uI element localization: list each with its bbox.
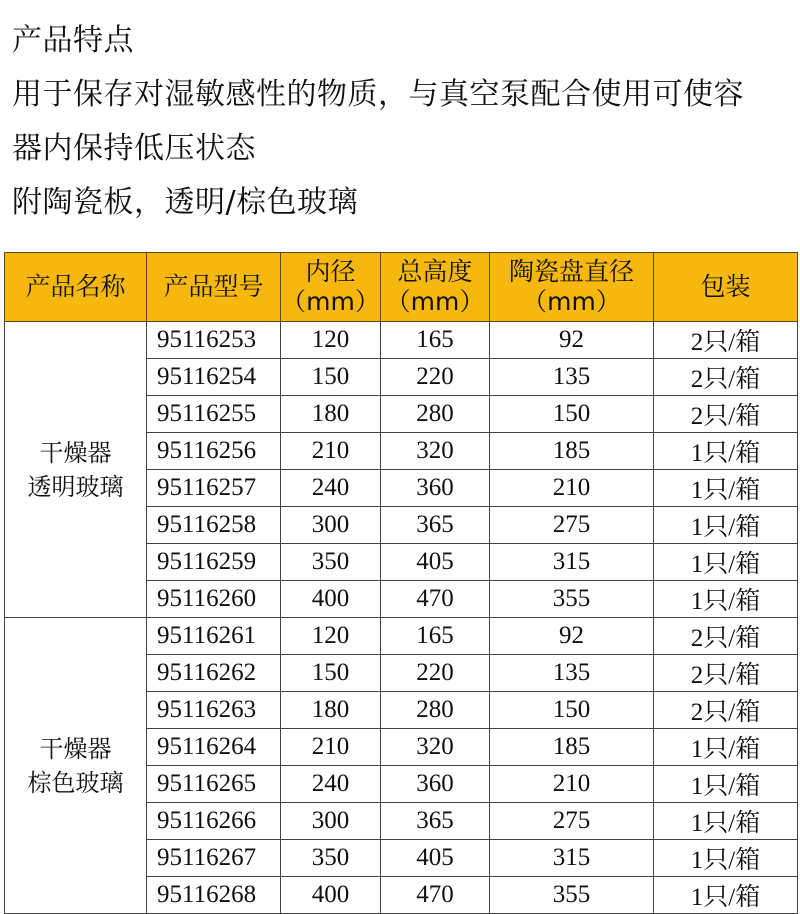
cell-packing: 1只/箱 xyxy=(654,729,798,766)
cell-plate-diameter: 355 xyxy=(490,581,654,618)
cell-model: 95116253 xyxy=(147,322,281,359)
cell-model: 95116259 xyxy=(147,544,281,581)
cell-model: 95116260 xyxy=(147,581,281,618)
cell-total-height: 220 xyxy=(381,655,490,692)
table-body xyxy=(5,322,798,914)
cell-inner-diameter: 240 xyxy=(281,766,381,803)
cell-packing: 1只/箱 xyxy=(654,766,798,803)
cell-model: 95116258 xyxy=(147,507,281,544)
cell-model: 95116254 xyxy=(147,359,281,396)
cell-packing: 1只/箱 xyxy=(654,803,798,840)
header-text: 产品名称 xyxy=(25,272,126,301)
header-text: （mm） xyxy=(385,287,485,316)
cell-packing: 1只/箱 xyxy=(654,581,798,618)
cell-product-name xyxy=(5,618,147,914)
features-line-3: 附陶瓷板，透明/棕色玻璃 xyxy=(12,185,359,220)
cell-packing: 1只/箱 xyxy=(654,544,798,581)
header-plate-diameter xyxy=(490,253,654,322)
cell-plate-diameter: 92 xyxy=(490,322,654,359)
header-total-height xyxy=(381,253,490,322)
cell-plate-diameter: 210 xyxy=(490,470,654,507)
cell-model: 95116266 xyxy=(147,803,281,840)
product-name-line: 干燥器 xyxy=(39,734,112,763)
cell-model: 95116257 xyxy=(147,470,281,507)
cell-total-height: 320 xyxy=(381,433,490,470)
cell-inner-diameter: 350 xyxy=(281,544,381,581)
cell-plate-diameter: 92 xyxy=(490,618,654,655)
cell-total-height: 365 xyxy=(381,803,490,840)
cell-inner-diameter: 120 xyxy=(281,322,381,359)
header-text: 总高度 xyxy=(397,257,473,286)
cell-model: 95116268 xyxy=(147,877,281,914)
cell-total-height: 280 xyxy=(381,396,490,433)
product-name-line: 棕色玻璃 xyxy=(27,768,124,797)
cell-plate-diameter: 135 xyxy=(490,655,654,692)
cell-packing: 2只/箱 xyxy=(654,322,798,359)
cell-packing: 2只/箱 xyxy=(654,618,798,655)
cell-inner-diameter: 180 xyxy=(281,396,381,433)
cell-packing: 1只/箱 xyxy=(654,840,798,877)
cell-plate-diameter: 355 xyxy=(490,877,654,914)
table-header-row xyxy=(5,253,798,322)
cell-model: 95116262 xyxy=(147,655,281,692)
cell-total-height: 165 xyxy=(381,322,490,359)
cell-inner-diameter: 300 xyxy=(281,803,381,840)
cell-packing: 1只/箱 xyxy=(654,507,798,544)
cell-inner-diameter: 350 xyxy=(281,840,381,877)
cell-total-height: 280 xyxy=(381,692,490,729)
cell-total-height: 365 xyxy=(381,507,490,544)
cell-model: 95116264 xyxy=(147,729,281,766)
header-text: 内径 xyxy=(305,257,356,286)
cell-total-height: 360 xyxy=(381,470,490,507)
cell-packing: 2只/箱 xyxy=(654,692,798,729)
header-product-name xyxy=(5,253,147,322)
cell-packing: 1只/箱 xyxy=(654,470,798,507)
cell-packing: 1只/箱 xyxy=(654,433,798,470)
cell-plate-diameter: 135 xyxy=(490,359,654,396)
features-line-1: 用于保存对湿敏感性的物质，与真空泵配合使用可使容 xyxy=(12,77,744,112)
cell-total-height: 360 xyxy=(381,766,490,803)
header-text: （mm） xyxy=(281,287,380,316)
cell-inner-diameter: 150 xyxy=(281,655,381,692)
product-name-line: 透明玻璃 xyxy=(27,472,124,501)
cell-inner-diameter: 210 xyxy=(281,729,381,766)
features-line-2: 器内保持低压状态 xyxy=(12,131,256,166)
cell-inner-diameter: 150 xyxy=(281,359,381,396)
cell-inner-diameter: 180 xyxy=(281,692,381,729)
cell-plate-diameter: 150 xyxy=(490,396,654,433)
cell-total-height: 220 xyxy=(381,359,490,396)
cell-inner-diameter: 240 xyxy=(281,470,381,507)
features-heading: 产品特点 xyxy=(12,23,134,58)
table-row xyxy=(5,322,798,359)
cell-plate-diameter: 150 xyxy=(490,692,654,729)
cell-model: 95116263 xyxy=(147,692,281,729)
cell-total-height: 165 xyxy=(381,618,490,655)
product-features xyxy=(12,0,792,230)
cell-model: 95116256 xyxy=(147,433,281,470)
cell-plate-diameter: 275 xyxy=(490,507,654,544)
cell-total-height: 405 xyxy=(381,840,490,877)
cell-total-height: 320 xyxy=(381,729,490,766)
cell-model: 95116265 xyxy=(147,766,281,803)
header-text: 包装 xyxy=(700,272,751,301)
cell-packing: 2只/箱 xyxy=(654,396,798,433)
header-text: 产品型号 xyxy=(163,272,264,301)
header-packing xyxy=(654,253,798,322)
cell-plate-diameter: 210 xyxy=(490,766,654,803)
cell-model: 95116267 xyxy=(147,840,281,877)
header-text: （mm） xyxy=(522,287,621,316)
cell-packing: 2只/箱 xyxy=(654,655,798,692)
cell-packing: 2只/箱 xyxy=(654,359,798,396)
cell-plate-diameter: 185 xyxy=(490,433,654,470)
cell-inner-diameter: 400 xyxy=(281,581,381,618)
cell-model: 95116261 xyxy=(147,618,281,655)
header-text: 陶瓷盘直径 xyxy=(508,257,634,286)
cell-inner-diameter: 120 xyxy=(281,618,381,655)
spec-table xyxy=(4,252,798,914)
cell-total-height: 470 xyxy=(381,877,490,914)
cell-plate-diameter: 315 xyxy=(490,544,654,581)
cell-product-name xyxy=(5,322,147,618)
cell-plate-diameter: 185 xyxy=(490,729,654,766)
cell-total-height: 405 xyxy=(381,544,490,581)
header-inner-diameter xyxy=(281,253,381,322)
cell-plate-diameter: 315 xyxy=(490,840,654,877)
header-model xyxy=(147,253,281,322)
cell-packing: 1只/箱 xyxy=(654,877,798,914)
cell-model: 95116255 xyxy=(147,396,281,433)
cell-plate-diameter: 275 xyxy=(490,803,654,840)
cell-inner-diameter: 400 xyxy=(281,877,381,914)
product-name-line: 干燥器 xyxy=(39,438,112,467)
cell-total-height: 470 xyxy=(381,581,490,618)
table-row xyxy=(5,618,798,655)
cell-inner-diameter: 300 xyxy=(281,507,381,544)
cell-inner-diameter: 210 xyxy=(281,433,381,470)
